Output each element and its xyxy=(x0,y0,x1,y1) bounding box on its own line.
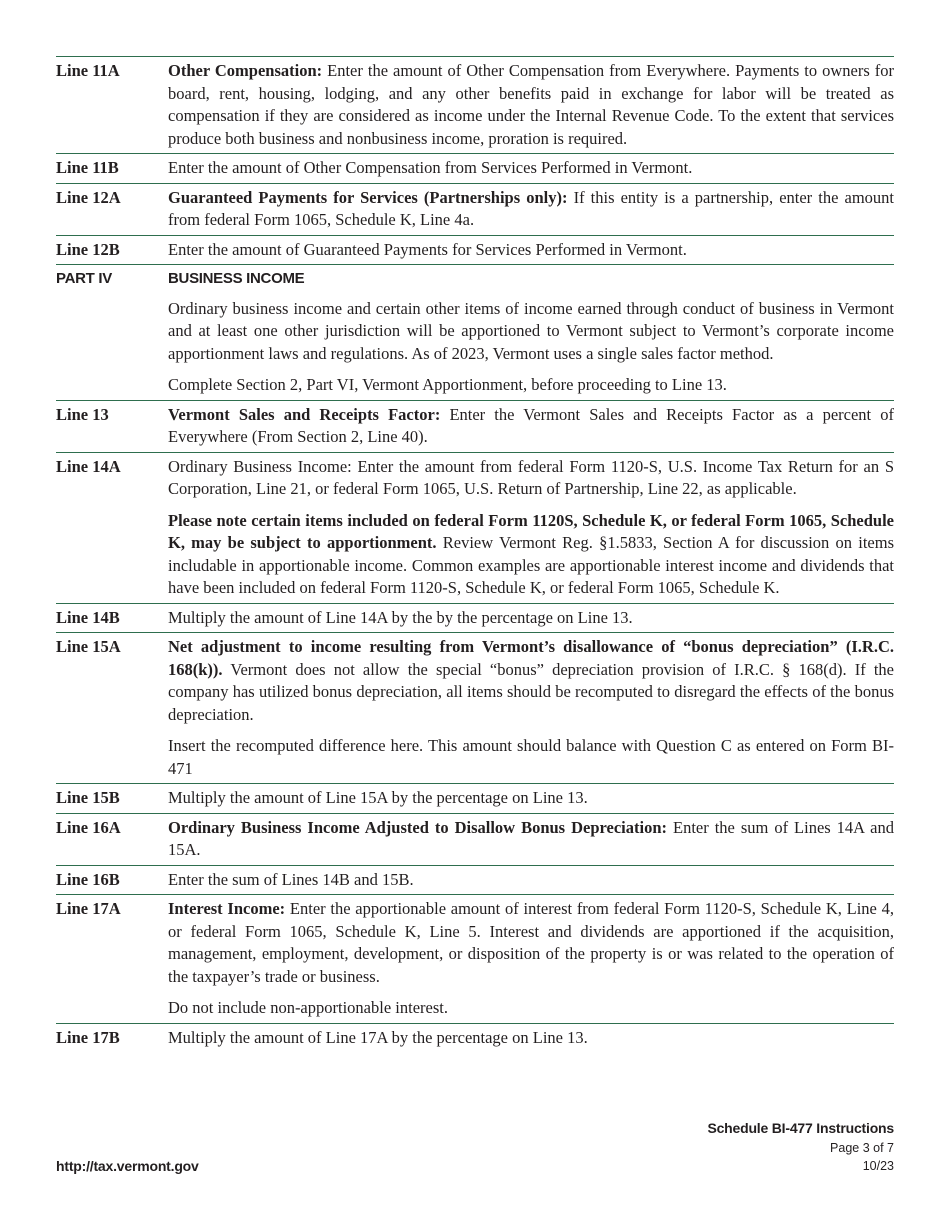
line-12a-row xyxy=(56,183,894,235)
line-14a-text: Ordinary Business Income: Enter the amount from federal Form 1120-S, U.S. Income Tax Return for an S Corporation, Line 21, or federal Form 1065, U.S. Return of Partnership, Line 22, as applicable. xyxy=(168,456,894,498)
line-label: Line 12A xyxy=(56,187,121,207)
line-15b-text: Multiply the amount of Line 15A by the percentage on Line 13. xyxy=(168,788,588,807)
website-link[interactable]: http://tax.vermont.gov xyxy=(56,1158,199,1174)
line-14a-note: Please note certain items included on federal Form 1120S, Schedule K, or federal Form 1065, Schedule K, may be subject to apportionment. Review Vermont Reg. §1.5833, Section A for discussion on items includable in apportionable income. Common examples are apportionable interest income and dividends that have been included on federal Form 1120-S, Schedule K, or federal Form 1065, Schedule K. xyxy=(168,510,894,597)
line-label: Line 15A xyxy=(56,637,121,656)
instructions-document xyxy=(56,56,894,1052)
line-13-text: Vermont Sales and Receipts Factor: Enter the Vermont Sales and Receipts Factor as a percent of Everywhere (From Section 2, Line 40). xyxy=(168,404,894,446)
line-15a-note: Insert the recomputed difference here. This amount should balance with Question C as entered on Form BI-471 xyxy=(168,736,894,778)
line-label: Line 12B xyxy=(56,239,120,259)
part-iv-heading: BUSINESS INCOME xyxy=(168,270,305,287)
revision-date: 10/23 xyxy=(862,1159,894,1173)
line-14b-text: Multiply the amount of Line 14A by the by the percentage on Line 13. xyxy=(168,607,633,627)
line-16a-row xyxy=(56,813,894,865)
line-17a-row xyxy=(56,894,894,1023)
line-12a-text: Guaranteed Payments for Services (Partnerships only): If this entity is a partnership, enter the amount from federal Form 1065, Schedule K, Line 4a. xyxy=(168,187,894,229)
line-14b-row xyxy=(56,603,894,633)
part-iv-intro: Ordinary business income and certain other items of income earned through conduct of business in Vermont and at least one other jurisdiction will be apportioned to Vermont subject to Vermont’s corporate income apportionment laws and regulations. As of 2023, Vermont uses a single sales factor method. xyxy=(168,298,894,363)
line-14a-row xyxy=(56,452,894,603)
line-label: Line 15B xyxy=(56,788,120,807)
line-12b-text: Enter the amount of Guaranteed Payments for Services Performed in Vermont. xyxy=(168,239,687,259)
part-iv-note: Complete Section 2, Part VI, Vermont Apportionment, before proceeding to Line 13. xyxy=(168,375,727,394)
line-12b-row xyxy=(56,235,894,265)
line-label: Line 13 xyxy=(56,404,109,424)
line-16b-text: Enter the sum of Lines 14B and 15B. xyxy=(168,869,414,889)
page-number: Page 3 of 7 xyxy=(830,1141,894,1155)
line-label: Line 14A xyxy=(56,456,121,476)
line-15a-row xyxy=(56,632,894,783)
line-11a-row xyxy=(56,56,894,153)
page-footer xyxy=(56,1120,894,1180)
line-11b-row xyxy=(56,153,894,183)
line-16b-row xyxy=(56,865,894,895)
footer-title: Schedule BI-477 Instructions xyxy=(707,1120,894,1136)
line-17a-note: Do not include non-apportionable interest. xyxy=(168,998,448,1017)
line-label: Line 16A xyxy=(56,817,121,837)
line-label: Line 11B xyxy=(56,158,119,177)
line-16a-text: Ordinary Business Income Adjusted to Disallow Bonus Depreciation: Enter the sum of Lines 14A and 15A. xyxy=(168,817,894,859)
line-label: Line 17A xyxy=(56,899,121,918)
line-17b-row xyxy=(56,1023,894,1053)
line-15a-text: Net adjustment to income resulting from Vermont’s disallowance of “bonus depreciation” (I.R.C. 168(k)). Vermont does not allow the special “bonus” depreciation provision of I.R.C. § 168(d). If the company has utilized bonus depreciation, all items should be recomputed to disregard the effects of the bonus depreciation. xyxy=(168,637,894,724)
line-label: Line 17B xyxy=(56,1027,120,1047)
line-11a-text: Other Compensation: Enter the amount of Other Compensation from Everywhere. Payments to owners for board, rent, housing, lodging, and any other benefits paid in exchange for labor will be treated as compensation if they are considered as income under the Internal Revenue Code. To the extent that services produce both business and nonbusiness income, proration is required. xyxy=(168,61,894,148)
line-label: Line 16B xyxy=(56,869,120,889)
part-iv-section xyxy=(56,264,894,400)
part-label: PART IV xyxy=(56,270,112,287)
line-label: Line 14B xyxy=(56,607,120,627)
line-label: Line 11A xyxy=(56,61,120,80)
line-17a-text: Interest Income: Enter the apportionable amount of interest from federal Form 1120-S, Schedule K, Line 4, or federal Form 1065, Schedule K, Line 5. Interest and dividends are apportioned if the acquisition, management, employment, development, or disposition of the property is or was related to the operation of the taxpayer’s trade or business. xyxy=(168,899,894,986)
line-13-row xyxy=(56,400,894,452)
line-11b-text: Enter the amount of Other Compensation from Services Performed in Vermont. xyxy=(168,158,693,177)
line-15b-row xyxy=(56,783,894,813)
line-17b-text: Multiply the amount of Line 17A by the percentage on Line 13. xyxy=(168,1027,588,1047)
